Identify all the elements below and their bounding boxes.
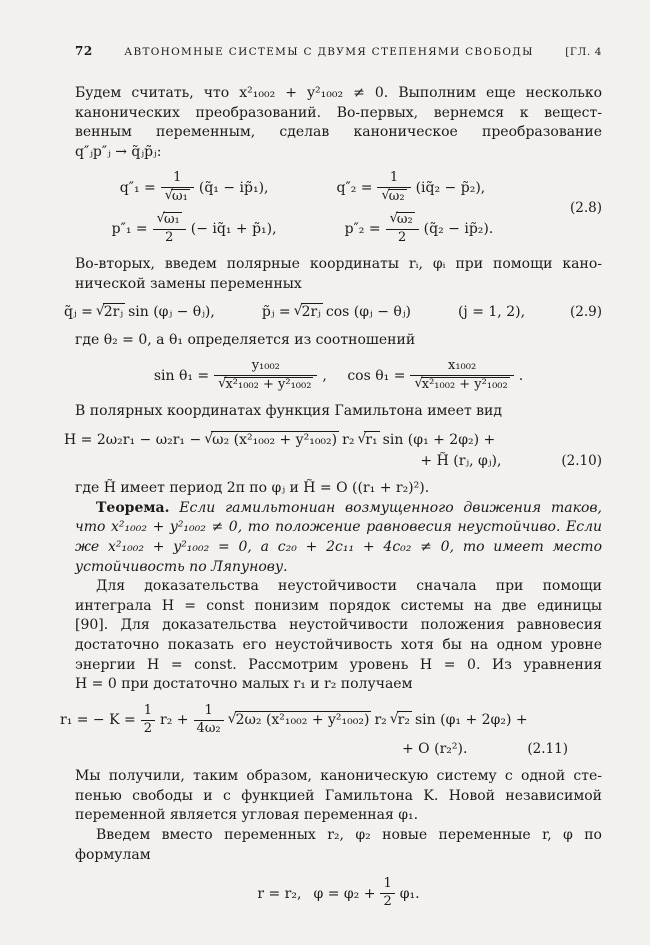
formula-p2 (343, 212, 496, 246)
equation-2-11-line2 (75, 740, 602, 759)
equation-number-2-10: (2.10) (561, 452, 602, 469)
equation-2-8-grid (75, 171, 602, 246)
math-separator: , (322, 368, 327, 385)
sqrt-radical (96, 303, 125, 321)
text-line: Будем считать, что x²₁₀₀₂ + y²₁₀₀₂ ≠ 0. Выполним еще несколько (75, 85, 602, 101)
math-lhs: p″₂ = (344, 221, 381, 238)
radicand: ω₁ (172, 189, 188, 205)
fraction-denominator: 2 (397, 230, 407, 246)
text-line: что x²₁₀₀₂ + y²₁₀₀₂ ≠ 0, то положение равновесия неустойчиво. Если (75, 519, 602, 536)
fraction-numerator: y₁₀₀₂ (214, 359, 317, 376)
fraction-denominator: 4ω₂ (196, 720, 221, 736)
page-number: 72 (75, 44, 93, 58)
math-term: r₂ + (160, 712, 189, 729)
equation-number-2-8: (2.8) (569, 199, 602, 216)
paragraph-period-note (75, 479, 602, 499)
fraction (386, 212, 419, 246)
paragraph-polar-intro (75, 255, 602, 294)
text-line: Мы получили, таким образом, каноническую систему с одной сте- (75, 768, 602, 785)
equation-condition: (j = 1, 2), (457, 304, 526, 321)
text-line: где H̃ имеет период 2π по φⱼ и H̃ = O ((r₁ + r₂)²). (75, 480, 430, 497)
math-lhs: q″₂ = (336, 180, 373, 197)
radicand: ω₂ (396, 212, 413, 228)
fraction-denominator (410, 376, 513, 393)
equation-theta (75, 359, 602, 393)
equation-2-10-line1 (62, 431, 602, 449)
sqrt-radical (218, 377, 313, 393)
radicand: ω₂ (388, 189, 405, 205)
math-rhs: (q̃₁ − ip̃₁), (198, 180, 269, 197)
fraction (380, 877, 394, 910)
formula-q-tilde (62, 303, 217, 321)
radical-sign: √ (218, 376, 227, 392)
fraction-denominator (214, 376, 317, 393)
radicand: 2rⱼ (301, 304, 321, 321)
text-line: Для доказательства неустойчивости сначала при помощи (96, 578, 602, 595)
radicand: 2rⱼ (103, 304, 124, 321)
fraction (141, 704, 155, 737)
fraction-numerator: 1 (161, 171, 194, 188)
math-term: φ = φ₂ + (313, 885, 376, 902)
math-lhs: r₁ = − K = (60, 712, 136, 729)
equation-2-8-row-p (75, 212, 530, 246)
formula-p-tilde (260, 303, 413, 321)
paragraph-result (75, 767, 602, 826)
radical-sign: √ (95, 303, 105, 320)
formula-q1 (118, 171, 271, 205)
fraction-numerator: x₁₀₀₂ (410, 359, 513, 376)
paragraph-theta (75, 331, 602, 351)
paragraph-hamiltonian-intro (75, 402, 602, 422)
fraction (214, 359, 317, 393)
math-tail: sin (φ₁ + 2φ₂) + (382, 431, 496, 448)
fraction-numerator: 1 (377, 171, 410, 188)
fraction (153, 212, 186, 246)
text-line: Введем вместо переменных r₂, φ₂ новые переменные r, φ по (96, 827, 602, 844)
sqrt-radical (204, 431, 339, 449)
theorem-first-line (75, 499, 602, 519)
fraction (161, 171, 194, 205)
equation-2-8-row-q (75, 171, 530, 205)
radical-sign: √ (293, 303, 303, 320)
paragraph-intro (75, 84, 602, 162)
fraction-numerator (386, 212, 419, 230)
equation-2-11-line1 (58, 704, 602, 737)
radical-sign: √ (204, 430, 214, 447)
math-period: . (518, 368, 524, 385)
sqrt-radical (390, 711, 412, 729)
radicand: x²₁₀₀₂ + y²₁₀₀₂ (225, 377, 312, 393)
math-tail: sin (φ₁ + 2φ₂) + (414, 712, 528, 729)
radicand: r₂ (397, 712, 410, 729)
math-term: r₂ (374, 712, 387, 729)
radicand: ω₁ (163, 212, 180, 228)
fraction-denominator: 2 (143, 720, 153, 736)
math-term: r₂ (342, 431, 355, 448)
text-line: канонических преобразований. Во-первых, вернемся к вещест- (75, 104, 602, 121)
math-lhs: r = r₂, (257, 885, 302, 902)
math-rhs: cos (φⱼ − θⱼ) (325, 304, 411, 321)
sqrt-radical (390, 212, 415, 228)
math-lhs: q̃ⱼ = (64, 304, 93, 321)
radical-sign: √ (357, 430, 367, 447)
fraction (410, 359, 513, 393)
text-line: устойчивость по Ляпунову. (75, 558, 288, 575)
fraction (194, 704, 224, 737)
fraction (377, 171, 410, 205)
running-title: АВТОНОМНЫЕ СИСТЕМЫ С ДВУМЯ СТЕПЕНЯМИ СВОБОДЫ (124, 46, 534, 58)
text-line: нической замены переменных (75, 275, 302, 292)
math-rhs: (− iq̃₁ + p̃₁), (190, 221, 277, 238)
fraction-numerator: 1 (380, 877, 394, 894)
fraction-denominator: 2 (165, 230, 174, 246)
text-line: венным переменным, сделав каноническое преобразование (75, 124, 602, 141)
radical-sign: √ (164, 188, 174, 204)
sqrt-radical (228, 711, 372, 729)
radical-sign: √ (414, 376, 423, 392)
math-lhs: H = 2ω₂r₁ − ω₂r₁ − (64, 431, 202, 448)
text-line: где θ₂ = 0, а θ₁ определяется из соотношений (75, 331, 416, 348)
paragraph-proof (75, 577, 602, 695)
math-tail: φ₁. (399, 885, 420, 902)
text-line: формулам (75, 846, 151, 863)
fraction-numerator: 1 (141, 704, 155, 721)
text-line: же x²₁₀₀₂ + y²₁₀₀₂ = 0, а c₂₀ + 2c₁₁ + 4c₀₂ ≠ 0, то имеет место (75, 539, 602, 556)
sqrt-radical (165, 189, 190, 205)
radicand: ω₂ (x²₁₀₀₂ + y²₁₀₀₂) (212, 431, 338, 448)
theorem-text: Если гамильтониан возмущенного движения таков, (179, 499, 603, 516)
radical-sign: √ (156, 211, 165, 227)
radicand: 2ω₂ (x²₁₀₀₂ + y²₁₀₀₂) (235, 712, 370, 729)
sqrt-radical (157, 212, 182, 228)
paragraph-new-variables (75, 826, 602, 865)
text-line: q″ⱼp″ⱼ → q̃ⱼp̃ⱼ: (75, 143, 162, 160)
fraction-denominator (161, 188, 194, 205)
math-continuation: + O (r₂²). (402, 740, 468, 757)
radicand: x²₁₀₀₂ + y²₁₀₀₂ (421, 377, 508, 393)
theorem-block (75, 499, 602, 577)
sqrt-radical (381, 189, 406, 205)
math-lhs: sin θ₁ = (153, 368, 210, 385)
fraction-numerator (153, 212, 186, 230)
text-line: В полярных координатах функция Гамильтона имеет вид (75, 402, 503, 419)
theorem-lines (75, 518, 602, 577)
equation-number-2-11: (2.11) (527, 740, 568, 757)
fraction-numerator: 1 (194, 704, 224, 721)
sqrt-radical (414, 377, 509, 393)
math-continuation: + H̃ (rⱼ, φⱼ), (420, 452, 502, 469)
equation-2-10-line2 (75, 452, 602, 471)
radical-sign: √ (389, 711, 399, 728)
running-header (75, 44, 602, 58)
fraction-denominator (377, 188, 410, 205)
equation-2-10 (64, 430, 602, 471)
radical-sign: √ (227, 711, 237, 728)
text-line: H = 0 при достаточно малых r₁ и r₂ получаем (75, 676, 413, 693)
text-line: Во-вторых, введем полярные координаты rᵢ, φᵢ при помощи кано- (75, 256, 602, 273)
sqrt-radical (357, 431, 379, 449)
sqrt-radical (294, 303, 323, 321)
text-line: энергии H = const. Рассмотрим уровень H = 0. Из уравнения (75, 656, 602, 673)
fraction-denominator: 2 (383, 894, 392, 910)
theorem-label: Теорема. (96, 499, 170, 516)
equation-2-8 (75, 171, 602, 246)
formula-p1 (110, 212, 279, 246)
radical-sign: √ (389, 211, 398, 227)
math-lhs: p̃ⱼ = (261, 304, 291, 321)
math-lhs: q″₁ = (119, 180, 156, 197)
math-rhs: (q̃₂ − ip̃₂). (423, 221, 494, 238)
equation-final (75, 877, 602, 910)
text-line: [90]. Для доказательства неустойчивости положения равновесия (75, 617, 602, 634)
equation-number-2-9: (2.9) (569, 303, 602, 320)
math-rhs: (iq̃₂ − p̃₂), (415, 180, 486, 197)
chapter-label: [ГЛ. 4 (565, 46, 602, 58)
formula-q2 (335, 171, 488, 205)
math-lhs: cos θ₁ = (347, 368, 406, 385)
equation-2-9 (62, 303, 602, 321)
text-line: пенью свободы и с функцией Гамильтона K. Новой независимой (75, 787, 602, 804)
text-line: переменной является угловая переменная φ₁. (75, 807, 419, 824)
text-line: интеграла H = const понизим порядок системы на две единицы (75, 597, 602, 614)
math-rhs: sin (φⱼ − θⱼ), (128, 304, 215, 321)
radical-sign: √ (381, 188, 390, 204)
text-line: достаточно показать его неустойчивость хотя бы на одном уровне (75, 637, 602, 654)
radicand: r₁ (365, 431, 378, 448)
math-lhs: p″₁ = (111, 221, 148, 238)
equation-2-11 (60, 702, 602, 758)
